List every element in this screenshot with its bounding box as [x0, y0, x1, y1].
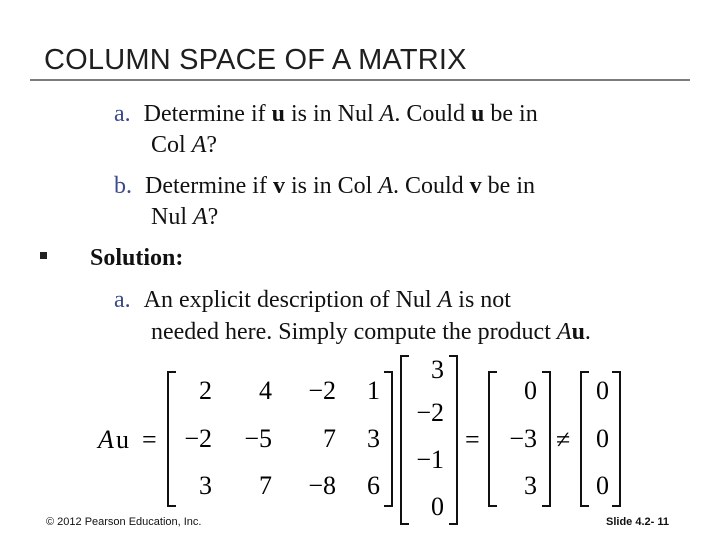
a-24: 3 [367, 424, 380, 453]
result-left-bracket [489, 372, 497, 506]
lhs-a: A [98, 425, 114, 454]
u-1: 3 [431, 355, 444, 384]
a-31: 3 [199, 471, 212, 500]
zero-1: 0 [596, 376, 609, 405]
equals-sign-1: = [142, 425, 157, 454]
zero-3: 0 [596, 471, 609, 500]
zero-left-bracket [581, 372, 589, 506]
item-a-marker: a. [114, 101, 131, 127]
solution-a-line2: needed here. Simply compute the product Au. [151, 319, 591, 345]
u-2: −2 [416, 398, 444, 427]
item-b-line1: b. Determine if v is in Col A. Could v be in [114, 173, 535, 199]
a-12: 4 [259, 376, 272, 405]
a-13: −2 [308, 376, 336, 405]
footer-slide-number: Slide 4.2- 11 [606, 516, 669, 528]
a-23: 7 [323, 424, 336, 453]
lhs-u: u [116, 425, 129, 454]
solution-a-line1: a. An explicit description of Nul A is not [114, 287, 511, 313]
a-22: −5 [244, 424, 272, 453]
matrix-a-right-bracket [384, 372, 392, 506]
matrix-a-left-bracket [168, 372, 176, 506]
result-right-bracket [542, 372, 550, 506]
equals-sign-2: = [465, 425, 480, 454]
result-3: 3 [524, 471, 537, 500]
u-4: 0 [431, 492, 444, 521]
zero-right-bracket [612, 372, 620, 506]
footer-copyright: © 2012 Pearson Education, Inc. [46, 516, 202, 528]
solution-heading: Solution: [90, 245, 184, 271]
a-34: 6 [367, 471, 380, 500]
slide-title: COLUMN SPACE OF A MATRIX [44, 44, 467, 76]
a-32: 7 [259, 471, 272, 500]
solution-a-marker: a. [114, 287, 131, 313]
a-14: 1 [367, 376, 380, 405]
item-b-marker: b. [114, 173, 132, 199]
zero-2: 0 [596, 424, 609, 453]
item-a-line1: a. Determine if u is in Nul A. Could u be in [114, 101, 538, 127]
vector-u-left-bracket [401, 356, 409, 524]
item-b-line2: Nul A? [151, 204, 219, 230]
vector-u-right-bracket [449, 356, 457, 524]
a-33: −8 [308, 471, 336, 500]
a-11: 2 [199, 376, 212, 405]
u-3: −1 [416, 445, 444, 474]
a-21: −2 [184, 424, 212, 453]
result-1: 0 [524, 376, 537, 405]
result-2: −3 [509, 424, 537, 453]
not-equal-sign: ≠ [556, 425, 571, 454]
item-a-line2: Col A? [151, 132, 218, 158]
